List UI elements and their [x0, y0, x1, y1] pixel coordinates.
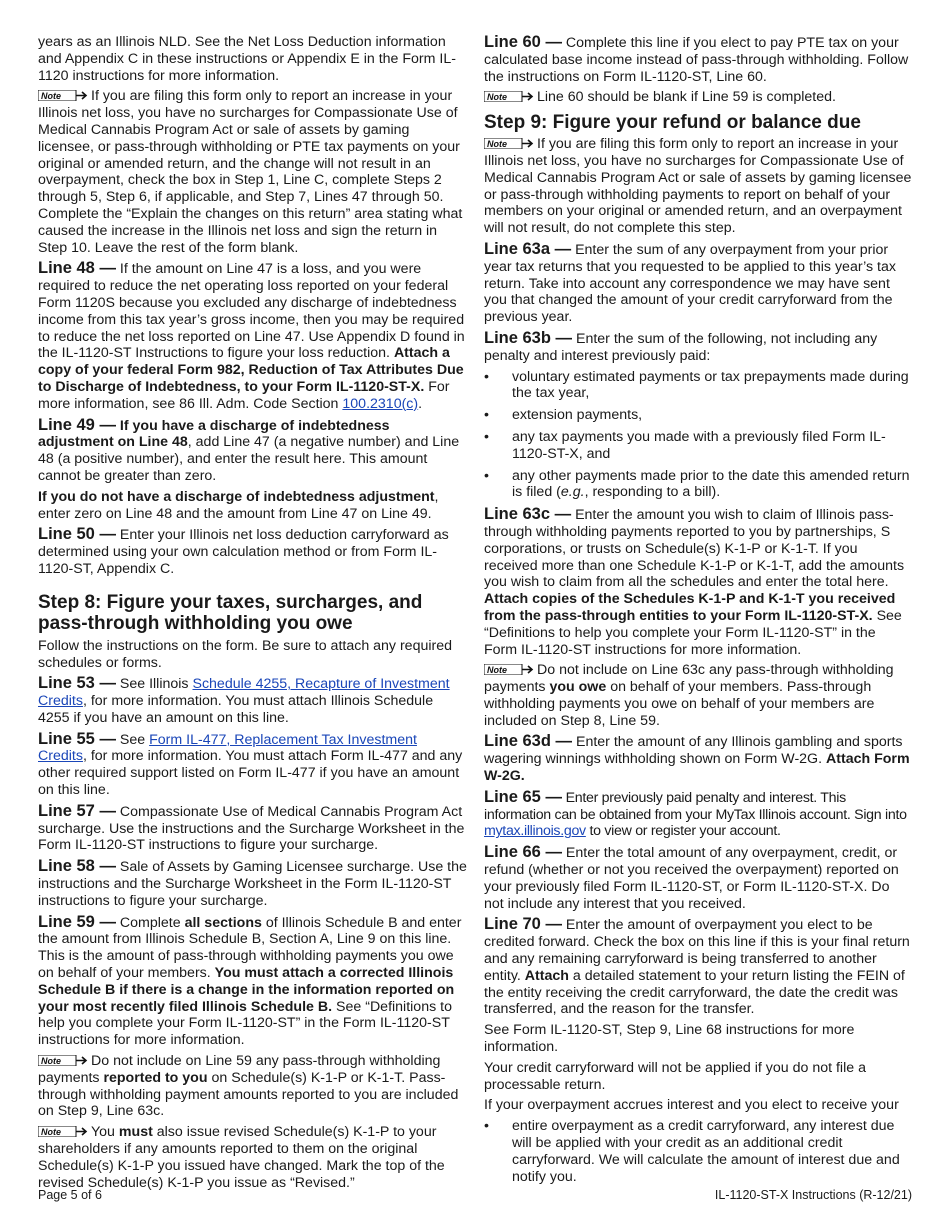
- form-identifier: IL-1120-ST-X Instructions (R-12/21): [714, 1188, 912, 1202]
- bold-text: all sections: [184, 914, 262, 931]
- line-49: [38, 417, 468, 485]
- paragraph: Follow the instructions on the form. Be sure to attach any required schedules or forms.: [38, 637, 453, 671]
- line-63d: [484, 733, 912, 784]
- form-il-477-link[interactable]: Form IL-477, Replacement Tax Investment Credits: [38, 731, 417, 765]
- note-icon: [38, 1055, 88, 1066]
- note-icon: [38, 90, 88, 101]
- line-58: [38, 858, 468, 909]
- line-text: For more information, see 86 Ill. Adm. Code Section: [38, 378, 450, 412]
- bold-text: must: [118, 1124, 153, 1141]
- list-item: • extension payments,: [484, 407, 912, 424]
- bold-text: Attach: [524, 967, 569, 984]
- line-heading: Line 57 —: [38, 801, 116, 820]
- line-text: Enter the sum of any overpayment from your prior year tax returns that you requested to be applied to this year’s tax return. Take into account any correspondence we may have sent you that changed the amount of your credit carryforward from the previous year.: [484, 241, 896, 326]
- line-text: Enter the total amount of any overpayment, credit, or refund (whether or not you received the overpayment) reported on your previously filed Form IL-1120-ST, or Form IL-1120-ST-X. Do not include any interest that you received.: [484, 845, 899, 912]
- paragraph: If your overpayment accrues interest and you elect to receive your: [484, 1097, 899, 1114]
- paragraph: years as an Illinois NLD. See the Net Loss Deduction information and Appendix C in these instructions or Appendix E in the Form IL-1120 instructions for more information.: [38, 34, 456, 84]
- line-text: , for more information. You must attach Form IL-477 and any other required support listed on Form IL-477 if you have an amount on this line.: [38, 748, 463, 799]
- line-heading: Line 63a —: [484, 239, 572, 258]
- line-text: Enter the sum of the following, not including any penalty and interest previously paid:: [484, 330, 878, 364]
- list-text: , responding to a bill).: [584, 484, 721, 501]
- bold-text: Attach Form W-2G.: [484, 751, 910, 785]
- line-text: Enter previously paid penalty and interest. This information can be obtained from your MyTax Illinois account. Sign into: [484, 789, 907, 823]
- line-heading: Line 49 —: [38, 415, 116, 434]
- list-item: [484, 468, 912, 502]
- line-text: a detailed statement to your return listing the FEIN of the entity receiving the credit carryforward, the date the credit was transferred, and the reason for the transfer.: [484, 967, 905, 1018]
- line-text: See “Definitions to help you complete your Form IL-1120-ST” in the Form IL-1120-ST instructions for more information.: [38, 998, 452, 1049]
- line-63b: [484, 330, 912, 365]
- line-text: Enter the amount of any Illinois gambling and sports wagering winnings withholding shown on Form W-2G.: [484, 734, 903, 768]
- line-text: See Illinois: [119, 676, 189, 693]
- note-icon: [484, 138, 534, 149]
- schedule-4255-link[interactable]: Schedule 4255, Recapture of Investment Credits: [38, 676, 450, 710]
- line-66: [484, 844, 912, 912]
- line-text: , enter zero on Line 48 and the amount from Line 47 on Line 49.: [38, 488, 439, 522]
- line-text: to view or register your account.: [589, 823, 781, 840]
- line-heading: Line 59 —: [38, 912, 116, 931]
- line-heading: Line 48 —: [38, 259, 116, 278]
- svg-text:Note: Note: [41, 1056, 61, 1067]
- note-paragraph: [38, 1053, 468, 1120]
- note-icon: [484, 664, 534, 675]
- line-text: , add Line 47 (a negative number) and Line 48 (a positive number), and enter the result here. This amount cannot be greater than zero.: [38, 434, 460, 484]
- line-50: [38, 526, 468, 577]
- line-text: , for more information. You must attach Illinois Schedule 4255 if you have an amount on this line.: [38, 693, 434, 726]
- list-item: • entire overpayment as a credit carryforward, any interest due will be applied with your credit as an additional credit carryforward. We will calculate the amount of interest due and notify you.: [484, 1118, 912, 1185]
- note-paragraph: [38, 1124, 468, 1191]
- note-paragraph: [484, 89, 912, 106]
- line-53: [38, 675, 468, 726]
- payments-list: [484, 369, 912, 502]
- line-text: .: [418, 395, 423, 412]
- note-paragraph: [484, 662, 912, 729]
- line-heading: Line 53 —: [38, 674, 116, 693]
- line-57: [38, 803, 468, 854]
- note-text: If you are filing this form only to report an increase in your Illinois net loss, you have no surcharges for Compassionate Use of Medical Cannabis Program Act or sale of assets by gaming licensee or pass-through withholding payments to report on behalf of your members on your original or amended return, and an overpayment will not result, do not complete this step.: [484, 136, 912, 237]
- line-heading: Line 63b —: [484, 328, 573, 347]
- line-text: Sale of Assets by Gaming Licensee surcharge. Use the instructions and the Surcharge Worksheet in the Form IL-1120-ST instructions to figure your surcharge.: [38, 859, 467, 909]
- line-text: Enter your Illinois net loss deduction carryforward as determined using your own calculation method or from Form IL-1120-ST, Appendix C.: [38, 527, 449, 577]
- italic-text: e.g.: [560, 484, 585, 501]
- bold-text: reported to you: [103, 1069, 208, 1086]
- bold-text: you owe: [549, 679, 607, 696]
- svg-text:Note: Note: [487, 92, 507, 103]
- line-59: [38, 914, 468, 1049]
- right-column: [484, 34, 912, 1190]
- bold-text: If you have a discharge of indebtedness adjustment on Line 48: [38, 417, 390, 451]
- note-text: You: [91, 1124, 115, 1141]
- bold-text: Attach copies of the Schedules K-1-P and K-1-T you received from the pass-through entities to your Form IL-1120-ST-X.: [484, 591, 896, 624]
- line-65: [484, 789, 912, 840]
- step-8-heading: Step 8: Figure your taxes, surcharges, and pass-through withholding you owe: [38, 591, 423, 634]
- line-63a: [484, 241, 912, 326]
- svg-text:Note: Note: [41, 1127, 61, 1138]
- note-text: also issue revised Schedule(s) K-1-P to your shareholders if any amounts reported to them on the original Schedule(s) K-1-P you issued have changed. Mark the top of the revised Schedule(s) K-1-P you issue as “Revised.”: [38, 1124, 445, 1191]
- note-paragraph: [38, 88, 468, 256]
- line-heading: Line 66 —: [484, 843, 562, 862]
- svg-text:Note: Note: [41, 91, 61, 102]
- line-text: See: [119, 731, 146, 748]
- line-text: Complete this line if you elect to pay PTE tax on your calculated base income instead of pass-through withholding. Follow the instructions on Form IL-1120-ST, Line 60.: [484, 35, 909, 85]
- note-icon: [484, 91, 534, 102]
- note-paragraph: [484, 136, 912, 237]
- note-text: Do not include on Line 59 any pass-through withholding payments: [38, 1053, 441, 1086]
- line-heading: Line 58 —: [38, 857, 116, 876]
- bold-text: You must attach a corrected Illinois Schedule B if there is a change in the information reported on your most recently filed Illinois Schedule B.: [38, 965, 455, 1015]
- left-column: [38, 34, 468, 1195]
- line-70: [484, 916, 912, 1018]
- line-heading: Line 70 —: [484, 915, 562, 934]
- line-text: See “Definitions to help you complete your Form IL-1120-ST” in the Form IL-1120-ST instructions for more information.: [484, 607, 902, 658]
- line-text: of Illinois Schedule B and enter the amount from Illinois Schedule B, Section A, Line 9 on this line. This is the amount of pass-through withholding payments you owe on behalf of your members.: [38, 914, 462, 982]
- line-text: Complete: [119, 914, 181, 931]
- line-heading: Line 63d —: [484, 732, 573, 751]
- line-heading: Line 55 —: [38, 729, 116, 748]
- section-link[interactable]: 100.2310(c): [342, 395, 419, 412]
- note-text: If you are filing this form only to report an increase in your Illinois net loss, you have no surcharges for Compassionate Use of Medical Cannabis Program Act or sale of assets by gaming licensee, or pass-through withholding or PTE tax payments on your original or amended return, and the change will not result in an overpayment, check the box in Step 1, Line C, complete Steps 2 through 5, Step 6, if applicable, and Step 7, Lines 47 through 50. Complete the “Explain the changes on this return” area stating what caused the increase in the Illinois net loss and sign the return in Step 10. Leave the rest of the form blank.: [38, 88, 463, 256]
- line-heading: Line 50 —: [38, 525, 116, 544]
- paragraph: See Form IL-1120-ST, Step 9, Line 68 instructions for more information.: [484, 1022, 855, 1056]
- line-heading: Line 65 —: [484, 787, 562, 806]
- note-text: on behalf of your members. Pass-through withholding payments you owe on behalf of your members are included on Step 8, Line 59.: [484, 679, 875, 729]
- line-text: Enter the amount of overpayment you elect to be credited forward. Check the box on this line if this is your final return and any remaining carryforward is being transferred to another entity.: [484, 917, 910, 984]
- bold-text: If you do not have a discharge of indebtedness adjustment: [38, 488, 435, 505]
- paragraph: Your credit carryforward will not be applied if you do not file a processable return.: [484, 1059, 866, 1093]
- note-text: Do not include on Line 63c any pass-through withholding payments: [484, 662, 894, 696]
- list-text: any other payments made prior to the date this amended return is filed (: [512, 467, 910, 501]
- list-item: • any tax payments you made with a previously filed Form IL-1120-ST-X, and: [484, 429, 912, 463]
- bold-text: Attach a copy of your federal Form 982, Reduction of Tax Attributes Due to Discharge of Indebtedness, to your Form IL-1120-ST-X.: [38, 345, 464, 395]
- list-item: • voluntary estimated payments or tax prepayments made during the tax year,: [484, 369, 912, 403]
- step-9-heading: Step 9: Figure your refund or balance due: [484, 112, 861, 134]
- page-number: Page 5 of 6: [38, 1188, 102, 1202]
- mytax-link[interactable]: mytax.illinois.gov: [484, 823, 586, 840]
- line-heading: Line 63c —: [484, 505, 572, 524]
- line-text: Compassionate Use of Medical Cannabis Program Act surcharge. Use the instructions and the Surcharge Worksheet in the Form IL-1120-ST instructions to figure your surcharge.: [38, 803, 465, 854]
- no-adjustment-paragraph: [38, 489, 468, 523]
- line-heading: Line 60 —: [484, 33, 562, 51]
- line-48: [38, 260, 468, 412]
- note-text: on Schedule(s) K-1-P or K-1-T. Pass-through withholding payment amounts reported to you are included on Step 9, Line 63c.: [38, 1069, 459, 1120]
- line-55: [38, 731, 468, 799]
- interest-list: [484, 1118, 912, 1185]
- svg-text:Note: Note: [487, 665, 507, 676]
- note-icon: [38, 1126, 88, 1137]
- line-text: Enter the amount you wish to claim of Illinois pass-through withholding payments reported to you by partnerships, S corporations, or trusts on Schedule(s) K-1-P or K-1-T. If you received more than one Schedule K-1-P or K-1-T, add the amounts you wish to claim from all the schedules and enter the total here.: [484, 507, 905, 591]
- line-63c: [484, 506, 912, 658]
- svg-text:Note: Note: [487, 139, 507, 150]
- line-60: [484, 34, 912, 85]
- line-text: If the amount on Line 47 is a loss, and you were required to reduce the net operating loss reported on your federal Form 1120S because you excluded any discharge of indebtedness income from this tax year’s gross income, then you may be required to reduce the net loss reported on Line 47. Use Appendix D found in the IL-1120-ST Instructions to figure your loss reduction.: [38, 261, 465, 362]
- note-text: Line 60 should be blank if Line 59 is completed.: [537, 89, 836, 106]
